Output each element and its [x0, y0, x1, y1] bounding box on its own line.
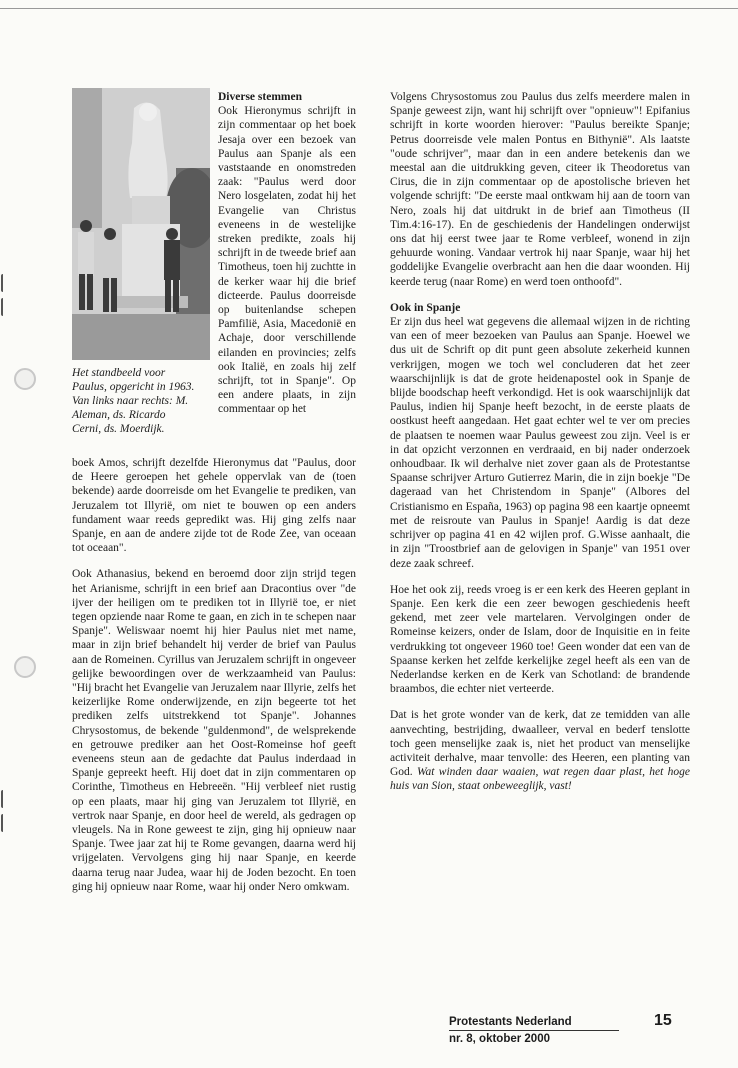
issue-info: nr. 8, oktober 2000 — [449, 1033, 550, 1045]
caption-line: Aleman, ds. Ricardo — [72, 409, 166, 421]
punch-hole — [14, 656, 36, 678]
statue-photo — [72, 88, 210, 360]
publication-name: Protestants Nederland — [449, 1016, 619, 1031]
paragraph: Volgens Chrysostomus zou Paulus dus zelfs meerdere malen in Spanje geweest zijn, want hij schrijft over "opnieuw"! Epifanius schrijft in korte woorden hierover: "Paulus bereikte Spanje; Petrus doorreisde vele malen Pontus en Bithynië". Als laatste "oude schrijver", maar dan in een andere betekenis dan we meestal aan die uitdrukking geven, citeer ik Theodoretus van Cirus, die in zijn commentaar op de apostolische brieven het volgende schrijft: "De eerste maal ontkwam hij aan de toorn van Nero, zoals hij dat uitdrukt in de brief aan Timotheus (II Tim.4:16-17). En de geschiedenis der Handelingen onderwijst ons dat hij eerst twee jaar te Rome verbleef, wonend in zijn gehuurde woning. Vandaar vertrok hij naar Spanje, waar hij het goddelijke Evangelie overbracht aan hen die daar woonden. Hij keerde terug (naar Rome) en werd toen onthoofd". — [390, 91, 690, 288]
photo-caption — [72, 366, 212, 436]
right-column — [390, 90, 690, 794]
caption-line: Het standbeeld voor — [72, 367, 166, 379]
paragraph-text: Dat is het grote wonder van de kerk, dat ze temidden van alle aanvechting, bestrijding, dwaalleer, verval en bederf tenslotte toch geen menselijke zaak is, niet het product van menselijke activiteit derhalve, maar tenvolle: des Heeren, een planting van God. — [390, 709, 690, 779]
section-heading-diverse-stemmen: Diverse stemmen — [218, 91, 302, 103]
staple-mark — [1, 298, 7, 316]
caption-line: Van links naar rechts: M. — [72, 395, 189, 407]
paragraph — [390, 708, 690, 793]
page-footer — [449, 1016, 689, 1047]
top-rule — [0, 8, 738, 9]
left-column-main — [72, 456, 356, 894]
paragraph: Er zijn dus heel wat gegevens die allemaal wijzen in de richting van een of meer bezoeken van Paulus aan Spanje. Hoewel we dus uit de Schrift op dit punt geen absolute zekerheid kunnen verkrijgen, mogen we toch wel concluderen dat het zeer waarschijnlijk is dat de grote heidenapostel ook in Spanje de blijde boodschap heeft verkondigd. Het is ook waarschijnlijk dat Paulus, indien hij Spanje heeft bezocht, in de eerste plaats de oostkust heeft aangedaan. Het gaat echter wel te ver om precies de plaatsen te noemen waar Paulus geweest zou zijn. Veel is er in dat opzicht verzonnen en verdraaid, en bij nader onderzoek onhoudbaar. Ik wil derhalve niet zover gaan als de Protestantse Spaanse schrijver Arturo Gutierrez Marin, die in zijn boekje "De dageraad van het Christendom in Spanje" (Albores del Cristianismo en España, 1963) op pagina 98 een kaartje opneemt met de reisroute van Paulus in Spanje! Aardig is dat deze schrijver op pagina 41 en 42 wijlen prof. G.Wisse aanhaalt, die in zijn "Troostbrief aan de gelovigen in Spanje" van 1951 over deze zaak schreef. — [390, 316, 690, 570]
staple-mark — [1, 814, 7, 832]
staple-mark — [1, 274, 7, 292]
left-column-top — [218, 90, 356, 417]
staple-mark — [1, 790, 7, 808]
paragraph: Hoe het ook zij, reeds vroeg is er een kerk des Heeren geplant in Spanje. Een kerk die een zeer bewogen geschiedenis heeft gekend, met zeer vele martelaren. Vervolgingen onder de Romeinse keizers, onder de Islam, door de Inquisitie en in feite verdrukking tot ongeveer 1960 toe! Geen wonder dat een van de Spaanse kerken het zelfde kerkelijke zegel heeft als een van de Nederlandse kerken en de Kerk van Schotland: de brandende braambos, die echter niet verteerde. — [390, 583, 690, 696]
page-number: 15 — [654, 1012, 672, 1029]
caption-line: Cerni, ds. Moerdijk. — [72, 423, 165, 435]
paragraph: Ook Athanasius, bekend en beroemd door zijn strijd tegen het Arianisme, schrijft in een brief aan Dracontius over "de ijver der heiligen om te prediken tot in Illyrië toe, er niet tegen opziende naar Rome te gaan, en zich in te schepen naar Spanje". Weliswaar noemt hij hier Paulus niet met name, maar in zijn brief behandelt hij verder de brief van Paulus aan de Romeinen. Cyrillus van Jeruzalem schrijft in ongeveer gelijke bewoordingen over de werkzaamheid van Paulus: "Hij bracht het Evangelie van Jeruzalem naar Illyrie, zelfs het keizerlijke Rome onderwijzende, en zijn begeerte tot het prediken zelfs uitstrekkend tot Spanje". Johannes Chrysostomus, de bekende "guldenmond", de welsprekende en getrouwe prediker aan het Oost-Romeinse hof geeft eveneens steun aan de gedachte dat Paulus inderdaad in Spanje gepreekt heeft. Hij doet dat in zijn commentaren op Corinthe, Timotheus en Hebreeën. "Hij verbleef niet rustig op een plaats, maar hij ging van Jeruzalem tot Illyrië, en vertrok naar Spanje, en door heel de wereld, als gedragen op vleugels. Na in Rone geweest te zijn, ging hij opnieuw naar Spanje. Twee jaar zat hij te Rome gevangen, daarna werd hij vrijgelaten. Vervolgens ging hij naar Spanje, en keerde daarna terug naar Judea, waar hij de Joden bezocht. En toen ging hij opnieuw naar Rome, waar hij onder Nero omkwam. — [72, 568, 356, 893]
closing-quote: Wat winden daar waaien, wat regen daar plast, het hoge huis van Sion, staat onbeweeglijk, vast! — [390, 766, 690, 793]
punch-hole — [14, 368, 36, 390]
section-heading-ook-in-spanje: Ook in Spanje — [390, 301, 461, 314]
paragraph: boek Amos, schrijft dezelfde Hieronymus dat "Paulus, door de Heere geroepen het gehele oppervlak van de (toen bekende) aarde doorreisde om het Evangelie te prediken, van Jeruzalem tot Illyrië, om niet te bouwen op een anders fundament waar reeds gepredikt was. Hij ging zelfs naar Spanje, en aan de andere zijde tot de Rode Zee, van oceaan tot oceaan". — [72, 457, 356, 555]
paragraph: Ook Hieronymus schrijft in zijn commentaar op het boek Jesaja over een bezoek van Paulus aan Spanje als een vaststaande en onomstreden zaak: "Paulus werd door Nero losgelaten, zodat hij het Evangelie van Christus eveneens in de westelijke streken predikte, zoals hij schrijft in de tweede brief aan Timotheus, toen hij zuchtte in de kerker waar hij die brief dicteerde. Paulus doorreisde op buitenlandse schepen Pamfilië, Asia, Macedonië en Achaje, door verschillende eilanden en provincies; zelfs ook Italië, en zoals hij zelf schrijft, tot in Spanje". Op een andere plaats, in zijn commentaar op het — [218, 105, 356, 416]
caption-line: Paulus, opgericht in 1963. — [72, 381, 195, 393]
